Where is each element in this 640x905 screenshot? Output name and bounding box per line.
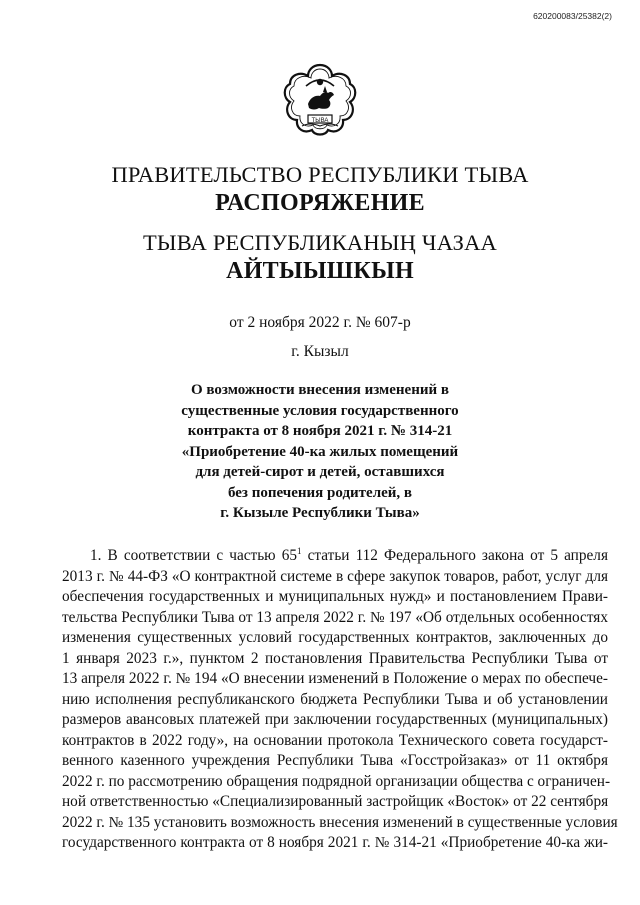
document-registration-number: 620200083/25382(2)	[533, 11, 612, 21]
document-city: г. Кызыл	[291, 343, 349, 360]
body-line: нию исполнения республиканского бюджета Республики Тыва и об установлении	[62, 690, 608, 708]
body-line: государственного контракта от 8 ноября 2021 г. № 314-21 «Приобретение 40-ка жи-	[62, 834, 608, 851]
body-line: обеспечения государственных и муниципальных нужд» и постановлением Прави-	[62, 588, 608, 605]
document-type-title: РАСПОРЯЖЕНИЕ	[215, 190, 425, 216]
subject-line: без попечения родителей, в	[227, 484, 413, 501]
body-line: контрактов в 2022 году», на основании протокола Технического совета государст-	[62, 731, 608, 749]
body-line: венного казенного учреждения Республики Тыва «Госстройзаказ» от 11 октября	[62, 752, 608, 769]
document-type-title-tuvan: АЙТЫЫШКЫН	[226, 258, 414, 284]
government-title: ПРАВИТЕЛЬСТВО РЕСПУБЛИКИ ТЫВА	[111, 162, 529, 187]
body-line: 13 апреля 2022 г. № 194 «О внесении изменений в Положение о мерах по обеспече-	[62, 670, 608, 687]
tuva-coat-of-arms-icon	[282, 62, 358, 144]
body-line: тельства Республики Тыва от 13 апреля 2022 г. № 197 «Об отдельных особенностях	[62, 608, 608, 626]
body-paragraph-first-line	[62, 546, 608, 567]
body-line: ной ответственностью «Специализированный застройщик «Восток» от 22 сентября	[62, 793, 609, 810]
body-line: изменения существенных условий государственных контрактов, заключенных до	[62, 629, 608, 646]
subject-line: существенные условия государственного	[181, 402, 459, 419]
subject-line: «Приобретение 40-ка жилых помещений	[181, 443, 459, 460]
body-text: статьи 112 Федерального закона от 5 апреля	[301, 547, 608, 564]
body-line: 2013 г. № 44-ФЗ «О контрактной системе в сфере закупок товаров, работ, услуг для	[62, 567, 608, 585]
footnote-superscript: 1	[297, 546, 302, 556]
document-body	[62, 546, 618, 854]
subject-line: О возможности внесения изменений в	[191, 382, 449, 398]
subject-line: для детей-сирот и детей, оставшихся	[195, 464, 445, 480]
document-date-line: от 2 ноября 2022 г. № 607-р	[229, 314, 411, 331]
subject-line: контракта от 8 ноября 2021 г. № 314-21	[187, 423, 453, 439]
body-line: 2022 г. по рассмотрению обращения подрядной организации общества с ограничен-	[62, 772, 611, 790]
subject-line: г. Кызыле Республики Тыва»	[220, 505, 420, 521]
body-line: размеров авансовых платежей при заключении государственных (муниципальных)	[62, 711, 608, 728]
body-line: 2022 г. № 135 установить возможность внесения изменений в существенные условия	[62, 813, 618, 831]
body-line: 1 января 2023 г.», пунктом 2 постановления Правительства Республики Тыва от	[62, 649, 608, 667]
svg-text:ТЫВА: ТЫВА	[311, 118, 329, 124]
body-text: 1. В соответствии с частью 65	[90, 547, 297, 564]
document-subject	[0, 380, 640, 524]
government-title-tuvan: ТЫВА РЕСПУБЛИКАНЫҢ ЧАЗАА	[142, 230, 498, 255]
